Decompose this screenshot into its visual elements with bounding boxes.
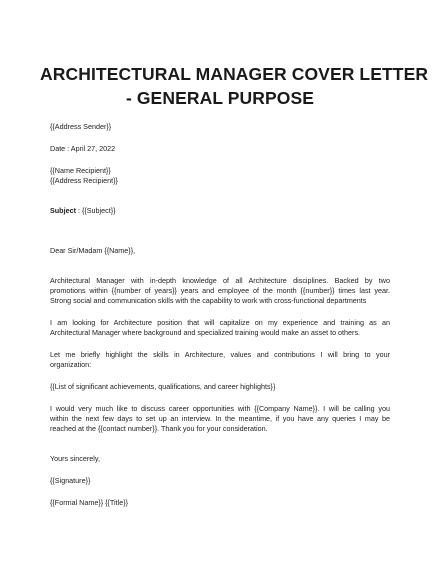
paragraph-line: within the next few days to set up an interview. In the meantime, if you have any queries I may be <box>50 414 390 423</box>
paragraph-line: Architectural Manager with in-depth knowledge of all Architecture disciplines. Backed by two <box>50 276 390 285</box>
paragraph-line: I am looking for Architecture position that will capitalize on my experience and training as an <box>50 318 390 327</box>
paragraph-line: organization: <box>50 360 92 369</box>
address-sender: {{Address Sender}} <box>50 122 112 131</box>
closing: Yours sincerely, <box>50 454 100 463</box>
letter-body <box>50 122 390 508</box>
paragraph-position <box>50 318 390 338</box>
subject-label: Subject <box>50 206 76 215</box>
paragraph-intro <box>50 276 390 306</box>
signature: {{Signature}} <box>50 476 91 485</box>
paragraph-line: Strong social and communication skills with the capability to work with cross-functional departments <box>50 296 367 305</box>
paragraph-line: promotions within {{number of years}} years and employee of the month {{number}} times last year. <box>50 286 390 295</box>
subject-value: : {{Subject}} <box>75 206 116 215</box>
achievements-placeholder: {{List of significant achievements, qualifications, and career highlights}} <box>50 382 276 391</box>
paragraph-line: I would very much like to discuss career opportunities with {{Company Name}}. I will be calling you <box>50 404 390 413</box>
paragraph-closing <box>50 404 390 434</box>
paragraph-line: Let me briefly highlight the skills in Architecture, values and contributions I will bring to your <box>50 350 390 359</box>
address-recipient: {{Address Recipient}} <box>50 176 118 185</box>
paragraph-highlights <box>50 350 390 370</box>
salutation: Dear Sir/Madam {{Name}}, <box>50 246 136 255</box>
paragraph-line: reached at the {{contact number}}. Thank you for your consideration. <box>50 424 268 433</box>
subject-line <box>50 206 390 216</box>
paragraph-line: Architectural Manager where background and specialized training would make an asset to others. <box>50 328 361 337</box>
document-title <box>40 62 429 110</box>
title-line-2: - GENERAL PURPOSE <box>125 88 315 108</box>
date-line: Date : April 27, 2022 <box>50 144 116 153</box>
name-recipient: {{Name Recipient}} <box>50 166 111 175</box>
title-line-1: ARCHITECTURAL MANAGER COVER LETTER <box>40 64 429 84</box>
formal-name: {{Formal Name}} {{Title}} <box>50 498 129 507</box>
